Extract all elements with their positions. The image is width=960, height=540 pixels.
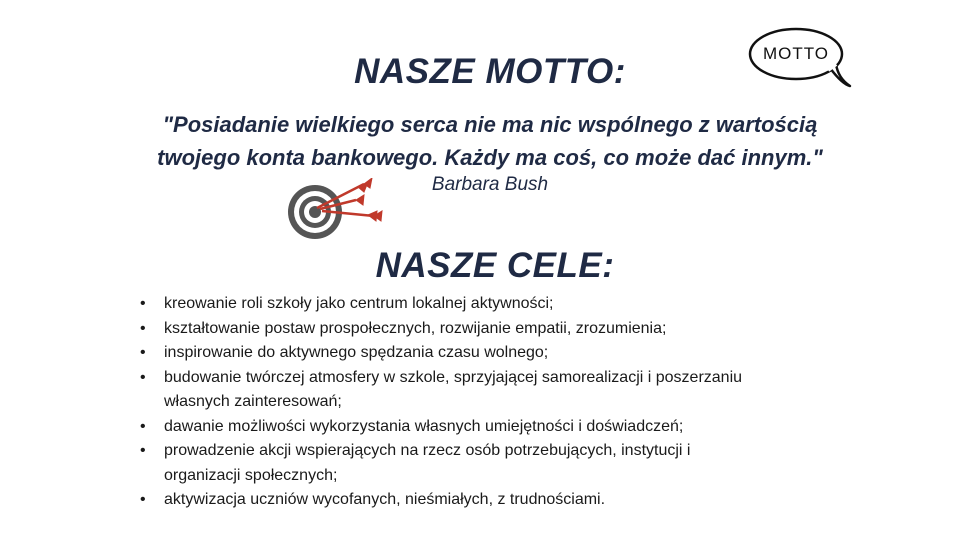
goals-heading: NASZE CELE:	[375, 246, 615, 285]
quote-line-2: twojego konta bankowego. Każdy ma coś, co może dać innym."	[157, 145, 823, 170]
bullet: •	[140, 417, 146, 435]
goal-text: organizacji społecznych;	[164, 466, 338, 484]
bullet: •	[140, 491, 146, 508]
goal-item	[140, 439, 840, 464]
quote-line-1: "Posiadanie wielkiego serca nie ma nic wspólnego z wartością	[162, 112, 818, 137]
goals-list	[140, 292, 840, 513]
motto-heading: NASZE MOTTO:	[354, 52, 626, 91]
goal-continuation	[140, 390, 840, 415]
goal-item	[140, 366, 840, 391]
goal-text: prowadzenie akcji wspierających na rzecz osób potrzebujących, instytucji i	[164, 442, 691, 459]
goal-text: własnych zainteresowań;	[164, 393, 342, 410]
goal-text: kształtowanie postaw prospołecznych, rozwijanie empatii, zrozumienia;	[164, 319, 667, 337]
goal-text: aktywizacja uczniów wycofanych, nieśmiałych, z trudnościami.	[164, 491, 606, 508]
speech-bubble-icon	[746, 26, 854, 90]
bullet: •	[140, 368, 146, 386]
bullet: •	[140, 295, 146, 312]
speech-bubble-label: MOTTO	[762, 44, 830, 63]
goal-text: dawanie możliwości wykorzystania własnych umiejętności i doświadczeń;	[164, 417, 684, 435]
quote-author: Barbara Bush	[431, 174, 549, 195]
goal-item	[140, 317, 840, 342]
goal-item	[140, 488, 840, 513]
goal-continuation	[140, 464, 840, 489]
motto-quote	[100, 108, 880, 174]
goal-item	[140, 415, 840, 440]
goal-text: kreowanie roli szkoły jako centrum lokalnej aktywności;	[164, 295, 554, 312]
goal-text: inspirowanie do aktywnego spędzania czasu wolnego;	[164, 344, 549, 361]
goal-item	[140, 341, 840, 366]
bullet: •	[140, 344, 146, 361]
bullet: •	[140, 319, 146, 337]
goal-text: budowanie twórczej atmosfery w szkole, sprzyjającej samorealizacji i poszerzaniu	[164, 368, 743, 386]
goal-item	[140, 292, 840, 317]
bullet: •	[140, 442, 146, 459]
target-arrows-icon	[284, 178, 384, 242]
